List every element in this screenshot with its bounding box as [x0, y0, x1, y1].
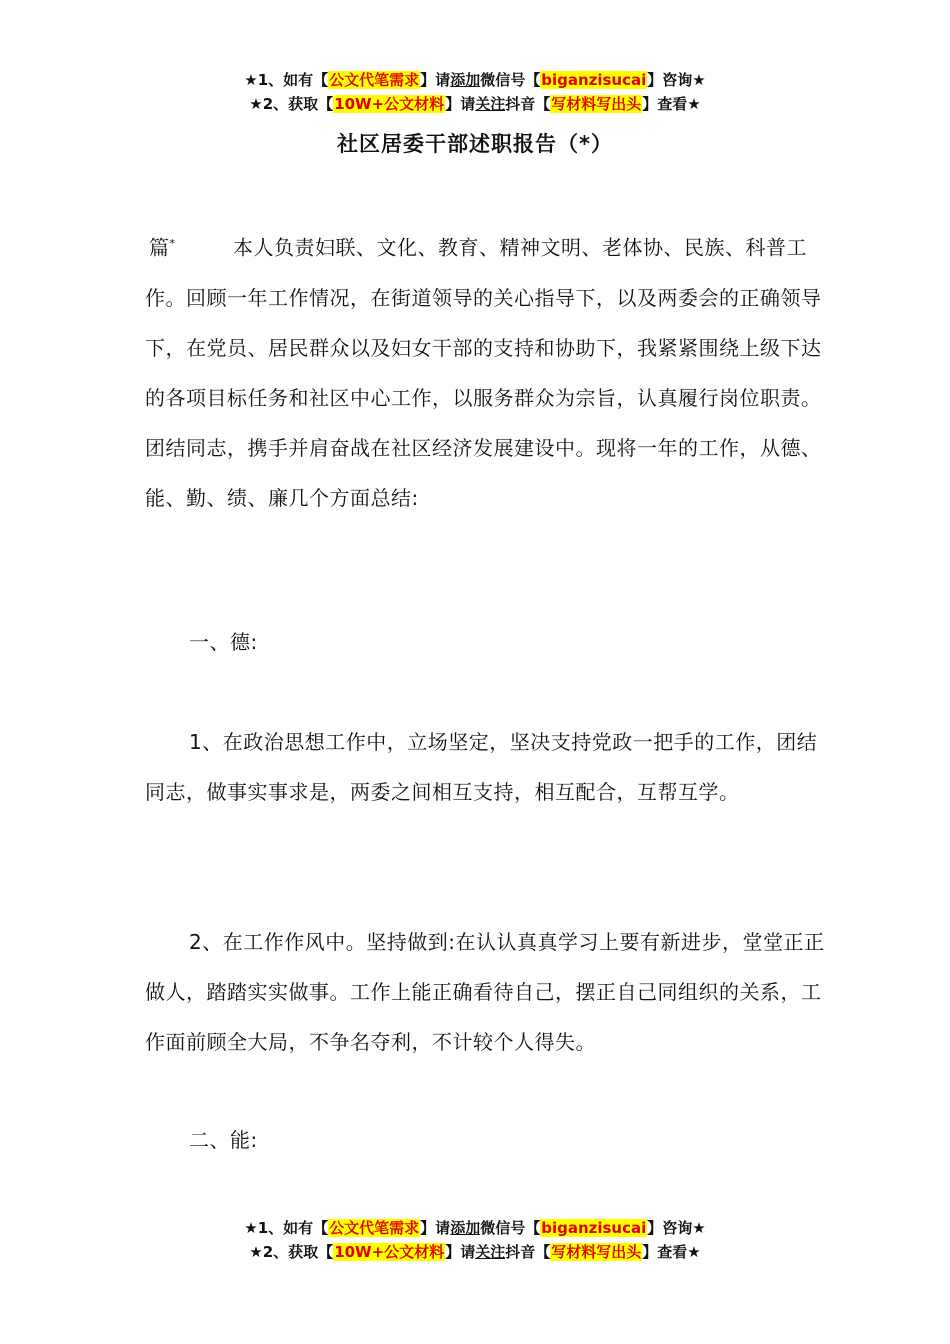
- banner-highlight: 公文代笔需求: [329, 1219, 420, 1237]
- banner-highlight: biganzisucai: [541, 1219, 647, 1237]
- banner-underline: 关注: [475, 1243, 506, 1261]
- banner-text: 】请: [420, 71, 451, 89]
- intro-label-mark: *: [169, 237, 176, 250]
- banner-underline: 关注: [475, 95, 506, 113]
- banner-text: 】查看★: [642, 95, 701, 113]
- banner-text: 抖音【: [505, 95, 551, 113]
- paragraph-1: [145, 717, 835, 817]
- paragraph-2: [145, 917, 835, 1067]
- intro-text: 本人负责妇联、文化、教育、精神文明、老体协、民族、科普工作。回顾一年工作情况，在街道领导的关心指导下，以及两委会的正确领导下，在党员、居民群众以及妇女干部的支持和协助下，我紧紧围绕上级下达的各项目标任务和社区中心工作，以服务群众为宗旨，认真履行岗位职责。团结同志，携手并肩奋战在社区经济发展建设中。现将一年的工作，从德、能、勤、绩、廉几个方面总结:: [145, 235, 822, 510]
- banner-highlight: 10W+公文材料: [334, 95, 445, 113]
- banner-highlight: 公文代笔需求: [329, 71, 420, 89]
- banner-text: 】查看★: [642, 1243, 701, 1261]
- paragraph-1-text: 1、在政治思想工作中，立场坚定，坚决支持党政一把手的工作，团结同志，做事实事求是，两委之间相互支持，相互配合，互帮互学。: [145, 730, 818, 804]
- banner-line-1: [0, 68, 950, 92]
- banner-underline: 添加: [450, 1219, 481, 1237]
- banner-highlight: 10W+公文材料: [334, 1243, 445, 1261]
- banner-line-2: [0, 1240, 950, 1264]
- intro-paragraph: [145, 219, 835, 523]
- banner-text: ★2、获取【: [249, 95, 334, 113]
- banner-text: ★1、如有【: [244, 71, 329, 89]
- banner-highlight: biganzisucai: [541, 71, 647, 89]
- banner-text: 微信号【: [480, 1219, 541, 1237]
- banner-text: 】请: [445, 1243, 476, 1261]
- banner-highlight: 写材料写出头: [551, 95, 642, 113]
- header-banner: [0, 68, 950, 116]
- intro-label: [145, 219, 233, 273]
- banner-line-2: [0, 92, 950, 116]
- intro-label-text: 篇: [149, 235, 170, 260]
- banner-text: ★2、获取【: [249, 1243, 334, 1261]
- footer-banner: [0, 1216, 950, 1264]
- document-title: 社区居委干部述职报告（*）: [337, 132, 613, 156]
- banner-text: 】咨询★: [647, 1219, 706, 1237]
- banner-line-1: [0, 1216, 950, 1240]
- banner-highlight: 写材料写出头: [551, 1243, 642, 1261]
- banner-text: 】请: [445, 95, 476, 113]
- section-heading-de: 一、德:: [189, 630, 258, 654]
- banner-underline: 添加: [450, 71, 481, 89]
- banner-text: 微信号【: [480, 71, 541, 89]
- banner-text: 】咨询★: [647, 71, 706, 89]
- paragraph-2-text: 2、在工作作风中。坚持做到:在认认真真学习上要有新进步，堂堂正正做人，踏踏实实做事。工作上能正确看待自己，摆正自己同组织的关系，工作面前顾全大局，不争名夺利，不计较个人得失。: [145, 930, 825, 1054]
- banner-text: ★1、如有【: [244, 1219, 329, 1237]
- banner-text: 】请: [420, 1219, 451, 1237]
- section-heading-neng: 二、能:: [189, 1128, 258, 1152]
- banner-text: 抖音【: [505, 1243, 551, 1261]
